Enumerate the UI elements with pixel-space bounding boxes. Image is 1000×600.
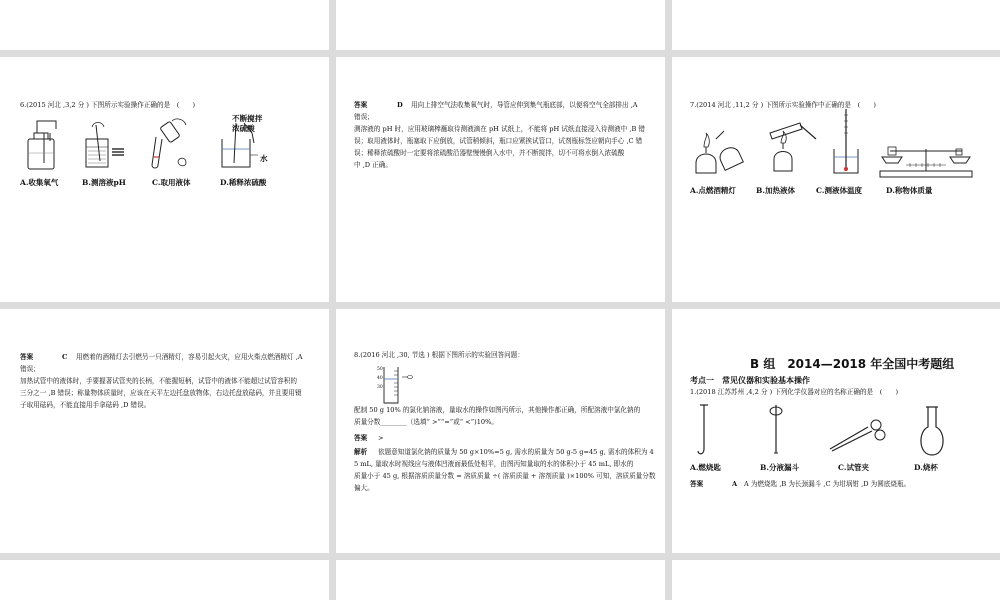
explanation-line-2: 错误； — [20, 365, 40, 373]
round-flask-illustration — [916, 405, 948, 459]
question-text: 7.(2014 河北 ,11,2 分 ) 下图所示实验操作中正确的是 ( ) — [690, 101, 876, 109]
section-subheading: 考点一 常见仪器和实验基本操作 — [690, 376, 810, 385]
explanation-line-3: 测溶液的 pH 时，应用玻璃棒蘸取待测液滴在 pH 试纸上，不能将 pH 试纸直接浸入待测液中 ,B 错 — [354, 125, 645, 133]
option-b: B.分液漏斗 — [760, 463, 799, 472]
label-water: 水 — [260, 154, 268, 163]
analysis-label: 解析 — [354, 448, 368, 456]
option-d: D.称物体质量 — [886, 186, 933, 195]
explanation-line-4: 三分之一 ,B 错误；称量物体质量时，应该在天平左边托盘放物体，右边托盘放砝码，并且要用镊 — [20, 389, 302, 397]
question-text: 6.(2015 河北 ,3,2 分 ) 下图所示实验操作正确的是 ( ) — [20, 101, 196, 109]
explanation-line-3: 加热试管中的液体时，手要握著试管夹的长柄，不能握短柄，试管中的液体不能超过试管容积的 — [20, 377, 297, 385]
answer-value: > — [378, 434, 384, 442]
analysis-line-3: 质量小于 45 g, 根据溶质质量分数 = 溶质质量 ÷( 溶质质量 + 溶剂质量 )×100% 可知，溶质质量分数 — [354, 472, 656, 480]
body-line-1: 配制 50 g 10% 的氯化钠溶液，量取水的操作如图丙所示，其他操作都正确，所配溶液中氯化钠的 — [354, 406, 641, 414]
alcohol-lamp-illustration — [690, 123, 748, 179]
option-d: D.烧杯 — [914, 463, 938, 472]
slide-group-b[interactable] — [672, 309, 1000, 553]
answer-label: 答案 — [354, 434, 368, 442]
question-text: 1.(2018 江苏苏州 ,4,2 分 ) 下列化学仪器对应的名称正确的是 ( ) — [690, 388, 899, 396]
option-a: A.收集氧气 — [20, 178, 59, 187]
slide-top-left — [0, 0, 329, 50]
label-stir: 不断搅拌 — [232, 114, 263, 123]
graduation-40: 40 — [377, 376, 383, 381]
explanation-line-4: 误；取用液体时，瓶塞取下应倒放，试管稍倾斜，瓶口应紧挨试管口，试剂瓶标签应朝向手心 ,C 错 — [354, 137, 643, 145]
answer-letter: D — [397, 101, 403, 109]
slide-bottom-middle — [336, 560, 665, 600]
gas-bottle-illustration — [22, 117, 62, 173]
option-c: C.试管夹 — [838, 463, 869, 472]
funnel-illustration — [764, 403, 788, 459]
option-c: C.测液体温度 — [816, 186, 862, 195]
analysis-line-4: 偏大。 — [354, 484, 374, 492]
option-a: A.点燃酒精灯 — [690, 186, 736, 195]
slide-question-6[interactable] — [0, 57, 329, 302]
explanation-line-5: 子取用砝码，不能直接用手拿砝码 ,D 错误。 — [20, 401, 151, 409]
option-d: D.稀释浓硫酸 — [220, 178, 267, 187]
option-b: B.测溶液pH — [82, 178, 126, 187]
slide-answer-6[interactable] — [336, 57, 665, 302]
analysis-line-2: 5 mL, 量取水时视线应与液体凹液面最低处相平，由图丙知量取的水的体积小于 45 mL, 即水的 — [354, 460, 634, 468]
pour-liquid-illustration — [146, 117, 190, 173]
explanation-line-1: 用向上排空气法收集氧气时，导管应伸到集气瓶底部，以便将空气全部排出 ,A — [411, 101, 638, 109]
slide-top-middle — [336, 0, 665, 50]
answer-letter: A — [732, 480, 738, 488]
slide-top-right — [672, 0, 1000, 50]
graduation-30: 30 — [377, 385, 383, 390]
combustion-spoon-illustration — [694, 403, 714, 459]
section-heading: B 组 2014—2018 年全国中考题组 — [750, 357, 955, 371]
answer-label: 答案 — [690, 480, 704, 488]
analysis-line-1: 依题意知道氯化钠的质量为 50 g×10%=5 g, 需水的质量为 50 g-5 g=45 g, 需水的体积为 4 — [378, 448, 654, 456]
question-text: 8.(2016 河北 ,30, 节选 ) 根据下图所示的实验回答问题： — [354, 351, 524, 359]
balance-illustration — [876, 137, 976, 179]
explanation-line-6: 中 ,D 正确。 — [354, 161, 392, 169]
option-c: C.取用液体 — [152, 178, 191, 187]
explanation-line-2: 错误； — [354, 113, 374, 121]
option-b: B.加热液体 — [756, 186, 795, 195]
heat-liquid-illustration — [760, 119, 818, 179]
slide-answer-7[interactable] — [0, 309, 329, 553]
thermometer-illustration — [826, 107, 866, 179]
label-acid: 浓硫酸 — [232, 124, 255, 133]
answer-explanation: A 为燃烧匙 ,B 为长颈漏斗 ,C 为坩埚钳 ,D 为圆底烧瓶。 — [744, 480, 911, 488]
slide-bottom-right — [672, 560, 1000, 600]
graduation-50: 50 — [377, 367, 383, 372]
explanation-line-1: 用燃着的酒精灯去引燃另一只酒精灯，容易引起火灾，应用火柴点燃酒精灯 ,A — [76, 353, 303, 361]
option-a: A.燃烧匙 — [690, 463, 721, 472]
slide-question-7[interactable] — [672, 57, 1000, 302]
explanation-line-5: 误；稀释浓硫酸时一定要将浓硫酸沿器壁慢慢倒入水中，并不断搅拌，切不可将水倒入浓硫酸 — [354, 149, 625, 157]
answer-label: 答案 — [354, 101, 368, 109]
answer-label: 答案 — [20, 353, 34, 361]
tongs-illustration — [828, 417, 888, 453]
ph-test-illustration — [82, 121, 126, 173]
answer-letter: C — [62, 353, 68, 361]
slide-question-8[interactable] — [336, 309, 665, 553]
slide-bottom-left — [0, 560, 329, 600]
body-line-2: 质量分数________（选填“ >”“=”或“ <”)10%。 — [354, 418, 498, 426]
